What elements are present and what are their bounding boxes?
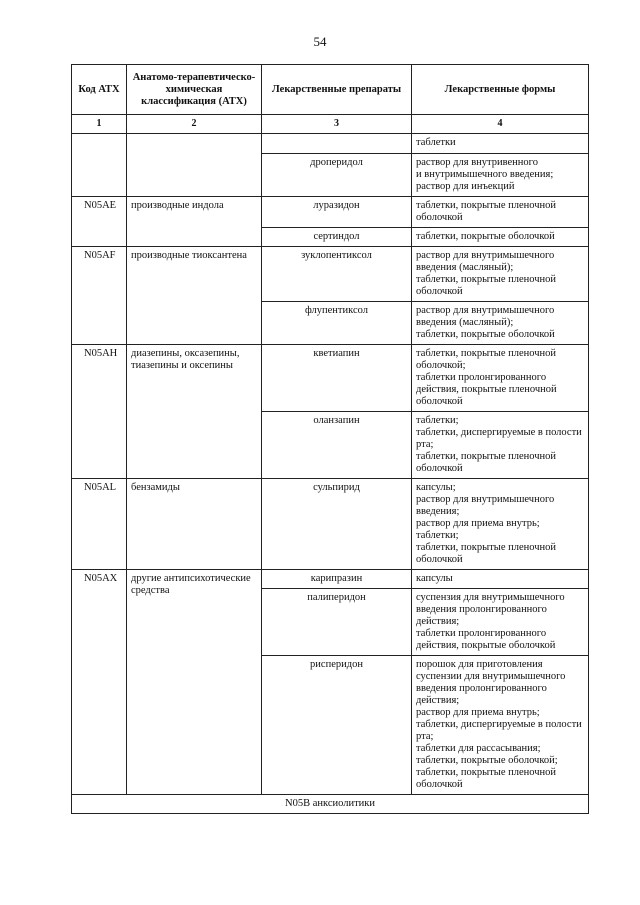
text-line: и внутримышечного введения; (416, 169, 554, 180)
text-line: суспензии для внутримышечного (416, 671, 566, 682)
text-line: таблетки, покрытые оболочкой (416, 329, 555, 340)
text-line: рта; (416, 439, 434, 450)
text-line: таблетки, покрытые оболочкой (416, 231, 555, 242)
header-forms: Лекарственные формы (412, 65, 589, 115)
text-line: действия, покрытые оболочкой (416, 640, 556, 651)
drug-cell: палиперидон (262, 589, 412, 656)
text-line: оболочкой (416, 779, 463, 790)
drug-cell: сертиндол (262, 228, 412, 247)
text-line: введения (масляный); (416, 317, 514, 328)
text-line: таблетки; (416, 530, 459, 541)
drug-cell: флупентиксол (262, 302, 412, 345)
text-line: таблетки, покрытые пленочной (416, 348, 557, 359)
table-row (72, 570, 589, 589)
text-line: таблетки, покрытые пленочной (416, 451, 557, 462)
text-line: раствор для внутримышечного (416, 250, 555, 261)
text-line: раствор для внутривенного (416, 157, 538, 168)
atx-class-cell (127, 570, 262, 795)
text-line: порошок для приготовления (416, 659, 543, 670)
text-line: таблетки пролонгированного (416, 372, 547, 383)
drug-cell: сульпирид (262, 479, 412, 570)
text-line: таблетки, диспергируемые в полости (416, 427, 582, 438)
drug-cell: кветиапин (262, 345, 412, 412)
text-line: таблетки (416, 137, 456, 148)
form-cell (412, 247, 589, 302)
atx-drug-table (71, 64, 589, 814)
text-line: средства (131, 585, 170, 596)
atx-code-cell: N05AH (72, 345, 127, 479)
header-classification: Анатомо-терапевтическо-химическая классификация (АТХ) (127, 65, 262, 115)
column-number: 2 (127, 115, 262, 134)
form-cell (412, 154, 589, 197)
text-line: таблетки, диспергируемые в полости (416, 719, 582, 730)
drug-cell: луразидон (262, 197, 412, 228)
text-line: оболочкой (416, 396, 463, 407)
section-footer: N05B анксиолитики (72, 795, 589, 814)
atx-code-cell (72, 134, 127, 197)
form-cell (412, 197, 589, 228)
text-line: таблетки, покрытые оболочкой; (416, 755, 558, 766)
form-cell (412, 570, 589, 589)
form-cell (412, 589, 589, 656)
text-line: таблетки; (416, 415, 459, 426)
text-line: оболочкой (416, 554, 463, 565)
text-line: действия; (416, 616, 460, 627)
form-cell (412, 479, 589, 570)
text-line: суспензия для внутримышечного (416, 592, 565, 603)
form-cell (412, 412, 589, 479)
text-line: диазепины, оксазепины, (131, 348, 240, 359)
text-line: введения; (416, 506, 460, 517)
page-number: 54 (313, 34, 327, 49)
text-line: тиазепины и оксепины (131, 360, 233, 371)
text-line: оболочкой; (416, 360, 466, 371)
drug-cell: дроперидол (262, 154, 412, 197)
text-line: капсулы; (416, 482, 456, 493)
text-line: таблетки для рассасывания; (416, 743, 541, 754)
form-cell (412, 345, 589, 412)
text-line: оболочкой (416, 286, 463, 297)
drug-cell: рисперидон (262, 656, 412, 795)
drug-cell (262, 134, 412, 154)
header-drugs: Лекарственные препараты (262, 65, 412, 115)
text-line: действия; (416, 695, 460, 706)
form-cell (412, 656, 589, 795)
table-row (72, 247, 589, 302)
text-line: таблетки, покрытые пленочной (416, 200, 557, 211)
text-line: раствор для приема внутрь; (416, 707, 540, 718)
form-cell (412, 134, 589, 154)
text-line: введения (масляный); (416, 262, 514, 273)
text-line: рта; (416, 731, 434, 742)
section-footer-row (72, 795, 589, 814)
header-code: Код АТХ (72, 65, 127, 115)
atx-code-cell: N05AX (72, 570, 127, 795)
atx-code-cell: N05AL (72, 479, 127, 570)
drug-cell: карипразин (262, 570, 412, 589)
text-line: таблетки, покрытые пленочной (416, 542, 557, 553)
text-line: раствор для внутримышечного (416, 494, 555, 505)
text-line: раствор для инъекций (416, 181, 515, 192)
text-line: таблетки, покрытые пленочной (416, 274, 557, 285)
atx-class-cell: производные индола (127, 197, 262, 247)
table-header-row (72, 65, 589, 115)
text-line: оболочкой (416, 463, 463, 474)
text-line: капсулы (416, 573, 453, 584)
atx-class-cell: бензамиды (127, 479, 262, 570)
table-row (72, 345, 589, 412)
text-line: раствор для приема внутрь; (416, 518, 540, 529)
column-number: 3 (262, 115, 412, 134)
form-cell (412, 302, 589, 345)
atx-class-cell (127, 345, 262, 479)
text-line: введения пролонгированного (416, 683, 547, 694)
text-line: таблетки, покрытые пленочной (416, 767, 557, 778)
text-line: оболочкой (416, 212, 463, 223)
text-line: другие антипсихотические (131, 573, 251, 584)
text-line: раствор для внутримышечного (416, 305, 555, 316)
column-number: 4 (412, 115, 589, 134)
atx-class-cell: производные тиоксантена (127, 247, 262, 345)
text-line: введения пролонгированного (416, 604, 547, 615)
atx-code-cell: N05AE (72, 197, 127, 247)
table-row (72, 134, 589, 154)
form-cell (412, 228, 589, 247)
atx-code-cell: N05AF (72, 247, 127, 345)
column-number: 1 (72, 115, 127, 134)
text-line: таблетки пролонгированного (416, 628, 547, 639)
drug-cell: зуклопентиксол (262, 247, 412, 302)
column-number-row (72, 115, 589, 134)
atx-class-cell (127, 134, 262, 197)
text-line: действия, покрытые пленочной (416, 384, 557, 395)
drug-cell: оланзапин (262, 412, 412, 479)
table-row (72, 197, 589, 228)
table-row (72, 479, 589, 570)
